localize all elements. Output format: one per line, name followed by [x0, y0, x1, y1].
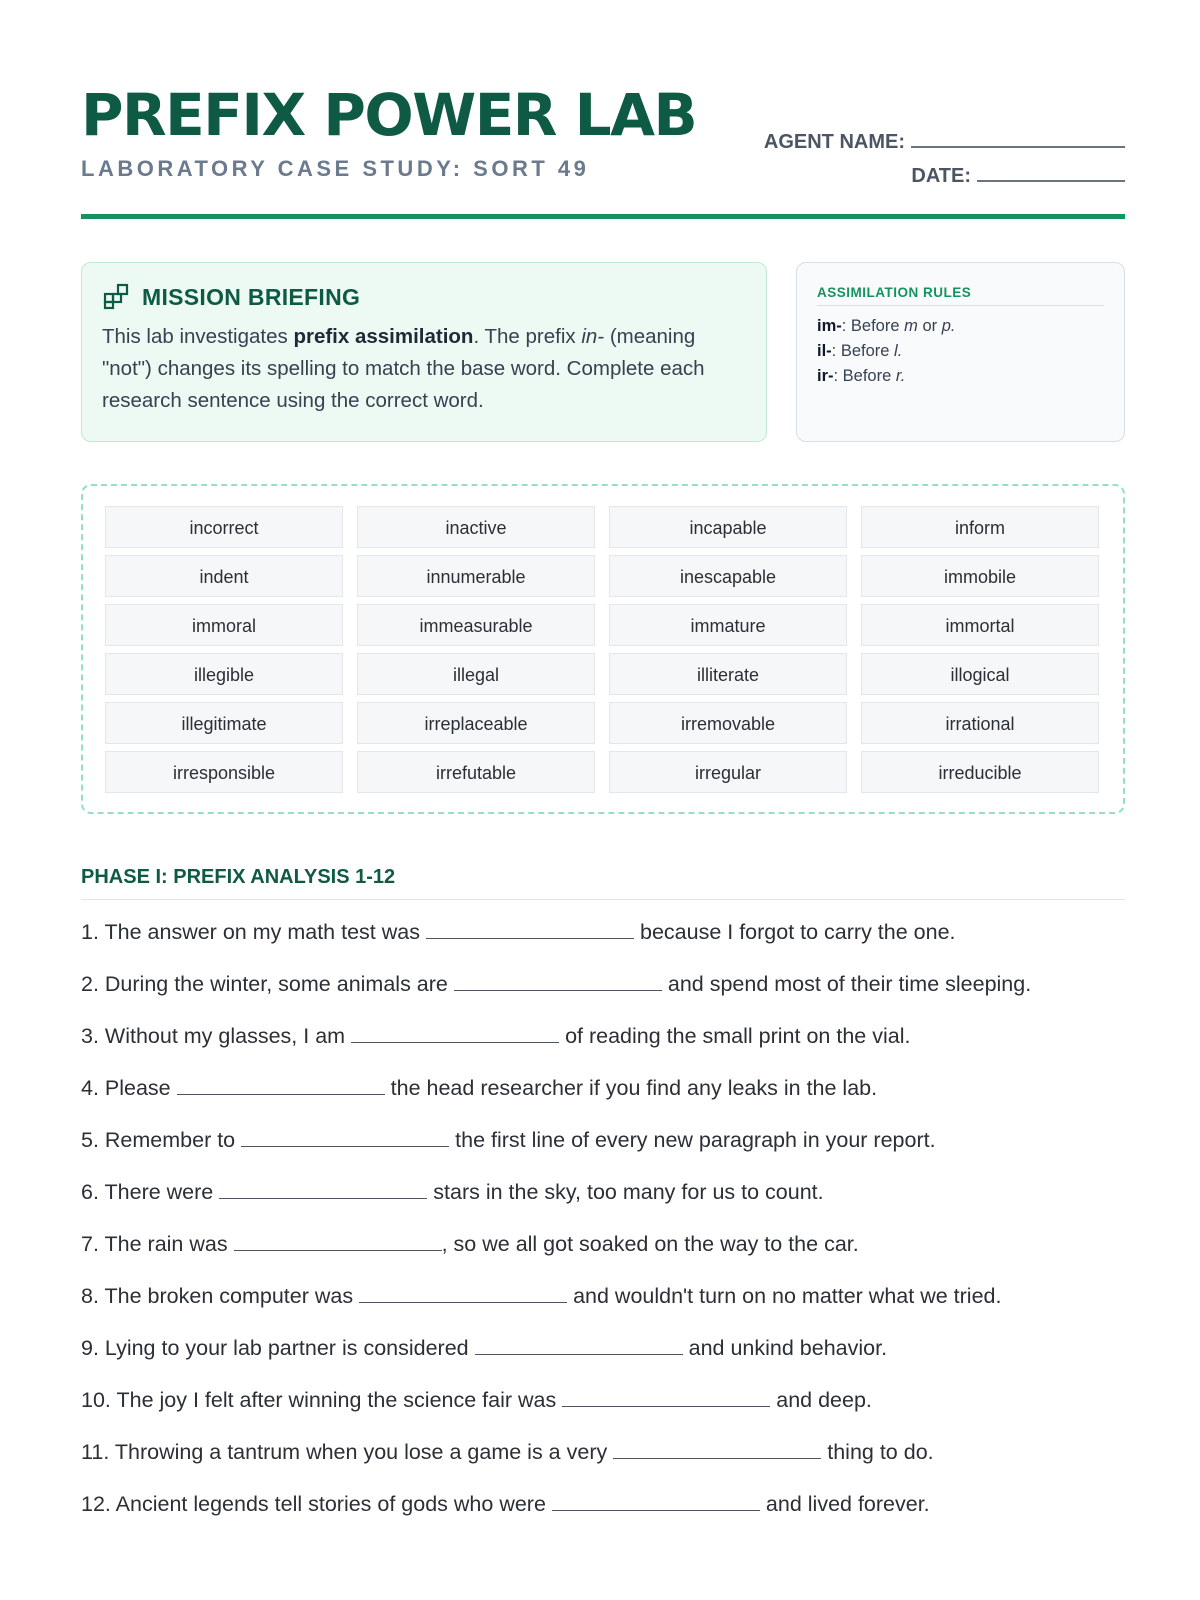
word-bank-item: immortal [861, 604, 1099, 646]
question-1 [81, 920, 956, 945]
question-text: 8. The broken computer was [81, 1284, 354, 1308]
answer-blank[interactable] [234, 1232, 442, 1251]
question-text: 3. Without my glasses, I am [81, 1024, 346, 1048]
question-text: 6. There were [81, 1180, 214, 1204]
phase-section [81, 866, 1125, 1516]
word-bank-item: immeasurable [357, 604, 595, 646]
briefing-text [102, 321, 746, 417]
header-divider [81, 214, 1125, 219]
question-4 [81, 1076, 877, 1101]
question-3 [81, 1024, 910, 1049]
question-7 [81, 1232, 859, 1257]
word-bank-item: immoral [105, 604, 343, 646]
word-bank-item: inescapable [609, 555, 847, 597]
question-10 [81, 1388, 872, 1413]
answer-blank[interactable] [219, 1180, 427, 1199]
question-text: and spend most of their time sleeping. [667, 972, 1032, 996]
rule-item [817, 314, 1104, 339]
word-bank-item: irresponsible [105, 751, 343, 793]
rule-letter: r. [895, 367, 906, 385]
rule-item [817, 339, 1104, 364]
rule-letter: m [904, 317, 918, 335]
rules-title: ASSIMILATION RULES [817, 285, 1104, 306]
question-text: and wouldn't turn on no matter what we tried. [573, 1284, 1002, 1308]
word-bank-item: irreplaceable [357, 702, 595, 744]
word-bank-item: illiterate [609, 653, 847, 695]
rule-letter: l. [894, 342, 903, 360]
question-text: 10. The joy I felt after winning the science fair was [81, 1388, 557, 1412]
word-bank-item: immobile [861, 555, 1099, 597]
mission-briefing-panel [81, 262, 767, 442]
answer-blank[interactable] [351, 1024, 559, 1043]
question-11 [81, 1440, 934, 1465]
question-text: stars in the sky, too many for us to count. [433, 1180, 824, 1204]
word-bank-item: irreducible [861, 751, 1099, 793]
rule-prefix: ir- [817, 367, 834, 385]
briefing-header [102, 283, 746, 311]
question-text: because I forgot to carry the one. [639, 920, 956, 944]
rule-letter: p. [941, 317, 956, 335]
briefing-italic-prefix: in- [581, 325, 605, 348]
date-field[interactable] [911, 162, 1125, 188]
agent-name-field[interactable] [764, 128, 1125, 154]
word-bank-item: inform [861, 506, 1099, 548]
question-text: and unkind behavior. [688, 1336, 888, 1360]
question-text: 11. Throwing a tantrum when you lose a game is a very [81, 1440, 608, 1464]
question-text: thing to do. [827, 1440, 934, 1464]
briefing-bold-term: prefix assimilation [293, 325, 474, 348]
rule-item [817, 364, 1104, 389]
question-text: the head researcher if you find any leaks in the lab. [390, 1076, 878, 1100]
answer-blank[interactable] [426, 920, 634, 939]
phase-title: PHASE I: PREFIX ANALYSIS 1-12 [81, 866, 1125, 900]
answer-blank[interactable] [359, 1284, 567, 1303]
word-bank-item: immature [609, 604, 847, 646]
word-bank-item: irrational [861, 702, 1099, 744]
puzzle-icon [102, 283, 130, 311]
rule-text: : Before [831, 342, 895, 360]
question-6 [81, 1180, 824, 1205]
word-bank-grid [105, 506, 1101, 793]
word-bank-item: incorrect [105, 506, 343, 548]
question-9 [81, 1336, 887, 1361]
question-12 [81, 1492, 930, 1517]
question-text: and deep. [776, 1388, 872, 1412]
rule-text: : Before [841, 317, 905, 335]
briefing-text-part: . The prefix [473, 325, 582, 348]
answer-blank[interactable] [552, 1492, 760, 1511]
agent-name-line[interactable] [911, 128, 1125, 148]
word-bank-item: inactive [357, 506, 595, 548]
question-text: 9. Lying to your lab partner is considered [81, 1336, 469, 1360]
briefing-title: MISSION BRIEFING [142, 283, 361, 310]
answer-blank[interactable] [613, 1440, 821, 1459]
answer-blank[interactable] [241, 1128, 449, 1147]
question-text: of reading the small print on the vial. [565, 1024, 911, 1048]
rule-text: or [917, 317, 942, 335]
answer-blank[interactable] [475, 1336, 683, 1355]
question-2 [81, 972, 1031, 997]
answer-blank[interactable] [562, 1388, 770, 1407]
answer-blank[interactable] [454, 972, 662, 991]
question-text: , so we all got soaked on the way to the car. [441, 1232, 859, 1256]
word-bank-item: innumerable [357, 555, 595, 597]
question-text: 1. The answer on my math test was [81, 920, 420, 944]
question-text: 12. Ancient legends tell stories of gods who were [81, 1492, 546, 1516]
word-bank-item: irrefutable [357, 751, 595, 793]
rule-prefix: il- [817, 342, 832, 360]
word-bank [81, 484, 1125, 814]
word-bank-item: indent [105, 555, 343, 597]
briefing-text-part: This lab investigates [102, 325, 294, 348]
word-bank-item: illogical [861, 653, 1099, 695]
question-text: and lived forever. [765, 1492, 930, 1516]
rules-list [817, 314, 1104, 389]
assimilation-rules-panel [796, 262, 1125, 442]
word-bank-item: incapable [609, 506, 847, 548]
question-text: 2. During the winter, some animals are [81, 972, 448, 996]
rule-text: : Before [833, 367, 896, 385]
word-bank-item: irregular [609, 751, 847, 793]
question-5 [81, 1128, 936, 1153]
word-bank-item: illegal [357, 653, 595, 695]
date-line[interactable] [977, 162, 1125, 182]
word-bank-item: illegitimate [105, 702, 343, 744]
question-text: 7. The rain was [81, 1232, 228, 1256]
answer-blank[interactable] [177, 1076, 385, 1095]
rule-prefix: im- [817, 317, 842, 335]
question-8 [81, 1284, 1001, 1309]
word-bank-item: irremovable [609, 702, 847, 744]
question-text: the first line of every new paragraph in your report. [455, 1128, 936, 1152]
question-text: 5. Remember to [81, 1128, 236, 1152]
word-bank-item: illegible [105, 653, 343, 695]
question-text: 4. Please [81, 1076, 171, 1100]
page-subtitle: LABORATORY CASE STUDY: SORT 49 [81, 156, 590, 181]
page-title: PREFIX POWER LAB [81, 81, 697, 149]
briefing-text-part: (meaning "not") changes its spelling to match the base word. Complete each research sentence using the correct word. [102, 325, 705, 412]
agent-name-label: AGENT NAME: [763, 131, 905, 153]
date-label: DATE: [911, 165, 971, 187]
